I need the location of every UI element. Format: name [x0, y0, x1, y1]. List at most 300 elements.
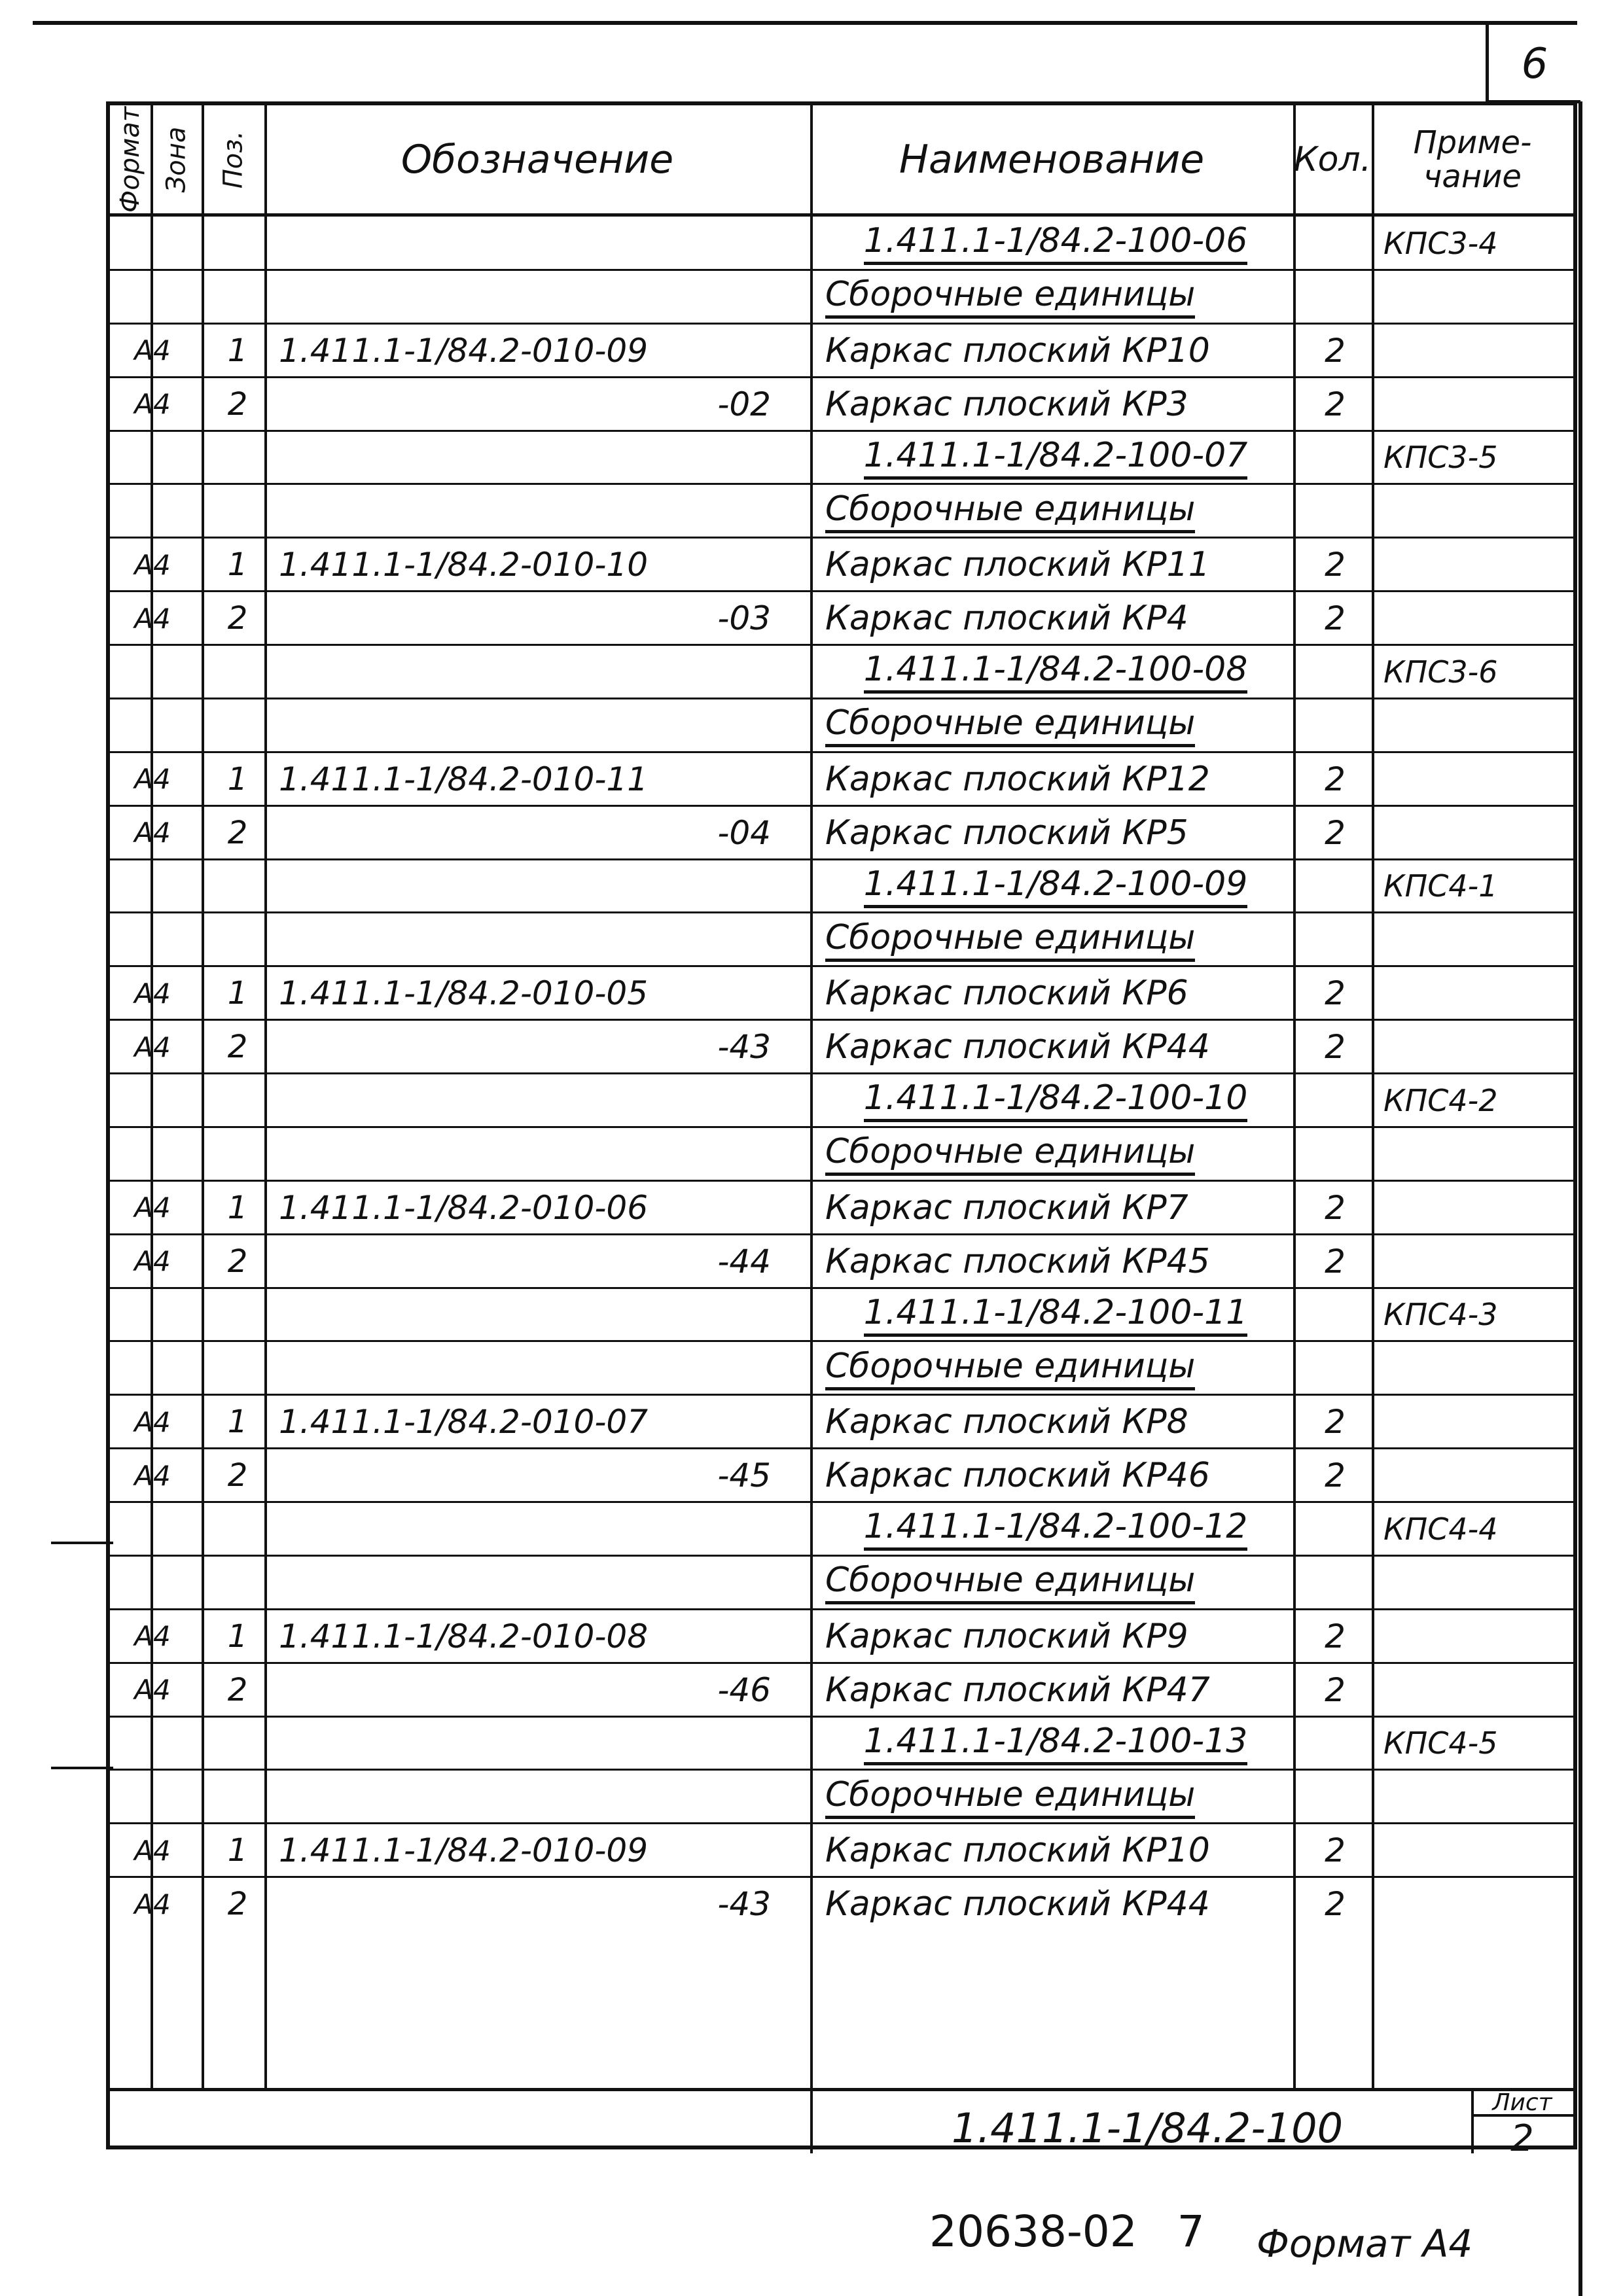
cell-designation-text: 1.411.1-1/84.2-010-09: [279, 1831, 649, 1870]
cell-quantity-text: 2: [1325, 1617, 1346, 1655]
cell-designation: [267, 1341, 843, 1395]
cell-position-text: 1: [227, 1832, 248, 1869]
cell-name: [813, 1341, 1298, 1395]
cell-quantity: [1296, 270, 1374, 324]
cell-name-text: Каркас плоский КР44: [825, 1884, 1210, 1924]
cell-position-text: 2: [227, 814, 248, 851]
cell-quantity-text: 2: [1325, 1885, 1346, 1924]
cell-note: [1374, 1877, 1577, 1931]
cell-note: [1374, 1181, 1577, 1235]
cell-format: [110, 806, 195, 860]
cell-designation: [267, 752, 843, 806]
cell-name: [813, 1717, 1298, 1771]
cell-designation: [267, 1502, 843, 1556]
header-name: Наименование: [899, 136, 1205, 183]
cell-quantity-text: 2: [1325, 813, 1346, 852]
cell-format: [110, 699, 195, 752]
cell-quantity: [1296, 645, 1374, 699]
cell-format-text: А4: [134, 1459, 171, 1492]
cell-note-text: КПС4-1: [1383, 868, 1498, 904]
cell-format: [110, 966, 195, 1020]
cell-format-text: А4: [134, 977, 171, 1010]
cell-position-text: 1: [227, 546, 248, 584]
cell-note: [1374, 860, 1577, 913]
cell-format-text: А4: [134, 334, 171, 367]
grid-line: [202, 105, 204, 2088]
cell-designation: [267, 1824, 843, 1877]
cell-position-text: 2: [227, 1457, 248, 1494]
cell-note: [1374, 1449, 1577, 1502]
cell-designation-text: 1.411.1-1/84.2-010-10: [279, 546, 649, 584]
cell-position: [208, 1877, 267, 1931]
cell-quantity: [1296, 1127, 1374, 1181]
cell-format-text: А4: [134, 1192, 171, 1224]
cell-position: [208, 538, 267, 592]
margin-tick-mark: [51, 1542, 113, 1544]
cell-format: [110, 1020, 195, 1074]
cell-format-text: А4: [134, 548, 171, 581]
cell-name: [813, 1824, 1298, 1877]
cell-quantity-text: 2: [1325, 331, 1346, 370]
cell-quantity-text: 2: [1325, 974, 1346, 1013]
cell-format: [110, 431, 195, 485]
cell-designation: [267, 1556, 843, 1610]
cell-name: [813, 913, 1298, 966]
cell-position-text: 1: [227, 1404, 248, 1441]
cell-quantity-text: 2: [1325, 385, 1346, 423]
cell-name: [813, 378, 1298, 431]
cell-name: [813, 217, 1298, 270]
cell-name: [813, 538, 1298, 592]
cell-quantity: [1296, 592, 1374, 645]
cell-designation-text: -04: [717, 813, 771, 852]
cell-format-text: А4: [134, 1620, 171, 1653]
cell-note-text: КПС4-2: [1383, 1082, 1498, 1118]
cell-name-text: Каркас плоский КР6: [825, 974, 1188, 1014]
cell-format: [110, 645, 195, 699]
cell-format: [110, 913, 195, 966]
cell-note: [1374, 1395, 1577, 1449]
cell-note-text: КПС3-5: [1383, 440, 1498, 476]
cell-format: [110, 1127, 195, 1181]
format-label: Формат А4: [1257, 2221, 1473, 2266]
cell-name-text: Каркас плоский КР10: [825, 330, 1210, 370]
cell-quantity-text: 2: [1325, 546, 1346, 584]
cell-position: [208, 1556, 267, 1610]
cell-name-text: 1.411.1-1/84.2-100-06: [864, 221, 1248, 265]
cell-name: [813, 324, 1298, 378]
cell-position: [208, 1610, 267, 1663]
sheet-label: Лист: [1492, 2089, 1552, 2116]
cell-name-text: Сборочные единицы: [825, 703, 1195, 747]
cell-note: [1374, 1663, 1577, 1717]
cell-designation-text: -43: [717, 1885, 771, 1924]
cell-quantity: [1296, 1502, 1374, 1556]
cell-position: [208, 860, 267, 913]
cell-designation: [267, 1020, 843, 1074]
cell-note: [1374, 484, 1577, 538]
cell-designation: [267, 1770, 843, 1824]
cell-name: [813, 1449, 1298, 1502]
cell-name: [813, 1181, 1298, 1235]
cell-note-text: КПС4-5: [1383, 1725, 1498, 1761]
cell-quantity: [1296, 1663, 1374, 1717]
cell-format-text: А4: [134, 1674, 171, 1706]
cell-designation-text: 1.411.1-1/84.2-010-09: [279, 331, 649, 370]
cell-name: [813, 1877, 1298, 1931]
cell-position-text: 1: [227, 332, 248, 369]
cell-format: [110, 217, 195, 270]
cell-note: [1374, 217, 1577, 270]
header-designation: Обозначение: [401, 136, 674, 183]
cell-format: [110, 1770, 195, 1824]
cell-position: [208, 1288, 267, 1342]
cell-format: [110, 1341, 195, 1395]
cell-note: [1374, 378, 1577, 431]
cell-quantity: [1296, 1235, 1374, 1288]
cell-position: [208, 806, 267, 860]
cell-quantity: [1296, 217, 1374, 270]
cell-name: [813, 645, 1298, 699]
header-format: Формат: [115, 106, 146, 213]
cell-quantity: [1296, 1341, 1374, 1395]
cell-format: [110, 1877, 195, 1931]
cell-designation: [267, 645, 843, 699]
cell-note-text: КПС3-4: [1383, 225, 1498, 261]
cell-format: [110, 1556, 195, 1610]
cell-position-text: 2: [227, 1029, 248, 1066]
cell-designation: [267, 217, 843, 270]
cell-format-text: А4: [134, 1834, 171, 1867]
cell-position: [208, 378, 267, 431]
cell-designation: [267, 1127, 843, 1181]
cell-designation-text: -45: [717, 1457, 771, 1495]
cell-name-text: Каркас плоский КР47: [825, 1670, 1210, 1710]
cell-designation: [267, 1074, 843, 1127]
cell-name: [813, 1127, 1298, 1181]
cell-designation: [267, 1288, 843, 1342]
cell-name: [813, 1502, 1298, 1556]
cell-position: [208, 1074, 267, 1127]
cell-designation: [267, 1663, 843, 1717]
cell-designation: [267, 484, 843, 538]
cell-name: [813, 1770, 1298, 1824]
cell-format-text: А4: [134, 1245, 171, 1278]
cell-name-text: Сборочные единицы: [825, 918, 1195, 962]
cell-name: [813, 1020, 1298, 1074]
cell-quantity: [1296, 431, 1374, 485]
cell-format: [110, 538, 195, 592]
cell-name-text: Сборочные единицы: [825, 1347, 1195, 1390]
cell-quantity: [1296, 913, 1374, 966]
cell-format: [110, 270, 195, 324]
archive-code: [929, 2206, 1205, 2257]
cell-designation-text: 1.411.1-1/84.2-010-11: [279, 760, 649, 798]
cell-note: [1374, 1341, 1577, 1395]
cell-note: [1374, 645, 1577, 699]
right-border-rule: [1578, 101, 1582, 2296]
cell-designation: [267, 1449, 843, 1502]
cell-designation: [267, 270, 843, 324]
cell-quantity: [1296, 806, 1374, 860]
cell-name: [813, 966, 1298, 1020]
cell-note: [1374, 1770, 1577, 1824]
top-border-rule: [33, 21, 1577, 25]
cell-note: [1374, 538, 1577, 592]
cell-position-text: 1: [227, 1617, 248, 1655]
cell-quantity: [1296, 1181, 1374, 1235]
cell-designation: [267, 1395, 843, 1449]
cell-designation-text: 1.411.1-1/84.2-010-06: [279, 1188, 649, 1227]
cell-format-text: А4: [134, 602, 171, 635]
cell-quantity-text: 2: [1325, 760, 1346, 798]
cell-format: [110, 378, 195, 431]
cell-name-text: 1.411.1-1/84.2-100-13: [864, 1722, 1248, 1765]
cell-position: [208, 1235, 267, 1288]
cell-quantity: [1296, 378, 1374, 431]
cell-format: [110, 1074, 195, 1127]
cell-quantity: [1296, 966, 1374, 1020]
cell-format-text: А4: [134, 1031, 171, 1063]
cell-designation: [267, 1610, 843, 1663]
cell-name-text: 1.411.1-1/84.2-100-07: [864, 436, 1248, 480]
cell-name: [813, 1395, 1298, 1449]
cell-position: [208, 324, 267, 378]
cell-position: [208, 752, 267, 806]
cell-quantity-text: 2: [1325, 1242, 1346, 1280]
cell-format-text: А4: [134, 1405, 171, 1438]
cell-note: [1374, 1556, 1577, 1610]
cell-position-text: 1: [227, 975, 248, 1012]
cell-format-text: А4: [134, 388, 171, 421]
cell-format: [110, 1610, 195, 1663]
cell-note: [1374, 270, 1577, 324]
cell-format-text: А4: [134, 763, 171, 796]
cell-name-text: Сборочные единицы: [825, 1561, 1195, 1604]
cell-position-text: 2: [227, 1243, 248, 1280]
cell-name: [813, 1235, 1298, 1288]
cell-name-text: 1.411.1-1/84.2-100-12: [864, 1507, 1248, 1551]
cell-position: [208, 1770, 267, 1824]
cell-position-text: 2: [227, 385, 248, 423]
page-number: 6: [1521, 40, 1548, 88]
cell-name-text: Каркас плоский КР5: [825, 813, 1188, 853]
cell-note: [1374, 592, 1577, 645]
cell-format: [110, 1824, 195, 1877]
cell-name-text: 1.411.1-1/84.2-100-11: [864, 1293, 1248, 1337]
cell-name-text: 1.411.1-1/84.2-100-08: [864, 650, 1248, 694]
cell-name: [813, 484, 1298, 538]
cell-note: [1374, 1127, 1577, 1181]
cell-quantity-text: 2: [1325, 1670, 1346, 1709]
cell-quantity: [1296, 324, 1374, 378]
cell-quantity: [1296, 1610, 1374, 1663]
cell-note: [1374, 1288, 1577, 1342]
cell-name-text: Каркас плоский КР11: [825, 545, 1210, 585]
cell-name-text: Каркас плоский КР7: [825, 1188, 1188, 1227]
cell-designation: [267, 592, 843, 645]
cell-name-text: Каркас плоский КР46: [825, 1456, 1210, 1496]
cell-format-text: А4: [134, 817, 171, 849]
title-block-separator: [110, 2088, 1573, 2091]
cell-position: [208, 913, 267, 966]
cell-note: [1374, 1235, 1577, 1288]
cell-note-text: КПС4-4: [1383, 1511, 1498, 1547]
cell-format: [110, 1235, 195, 1288]
header-note: Приме- чание: [1413, 124, 1532, 195]
cell-designation: [267, 538, 843, 592]
cell-position-text: 2: [227, 1671, 248, 1708]
cell-position: [208, 1502, 267, 1556]
cell-position: [208, 699, 267, 752]
cell-position: [208, 1341, 267, 1395]
cell-quantity-text: 2: [1325, 1457, 1346, 1495]
cell-name: [813, 1610, 1298, 1663]
cell-quantity: [1296, 1020, 1374, 1074]
cell-designation: [267, 324, 843, 378]
cell-name-text: Сборочные единицы: [825, 1132, 1195, 1176]
cell-quantity: [1296, 1877, 1374, 1931]
document-code: 1.411.1-1/84.2-100: [951, 2104, 1344, 2152]
cell-position: [208, 217, 267, 270]
cell-position-text: 2: [227, 1886, 248, 1923]
cell-quantity-text: 2: [1325, 1403, 1346, 1441]
cell-designation: [267, 913, 843, 966]
cell-position: [208, 1663, 267, 1717]
cell-position: [208, 484, 267, 538]
cell-note: [1374, 1020, 1577, 1074]
header-zone: Зона: [161, 126, 191, 192]
cell-name: [813, 1288, 1298, 1342]
archive-code-text: 20638-02: [929, 2206, 1137, 2257]
archive-mark: 7: [1177, 2206, 1205, 2257]
cell-designation-text: -46: [717, 1670, 771, 1709]
cell-format: [110, 860, 195, 913]
cell-quantity: [1296, 1288, 1374, 1342]
cell-format: [110, 1502, 195, 1556]
cell-designation-text: 1.411.1-1/84.2-010-08: [279, 1617, 649, 1655]
cell-name-text: Каркас плоский КР45: [825, 1241, 1210, 1281]
cell-name-text: 1.411.1-1/84.2-100-09: [864, 864, 1248, 908]
cell-position: [208, 270, 267, 324]
cell-name-text: Каркас плоский КР12: [825, 759, 1210, 799]
cell-designation: [267, 806, 843, 860]
cell-quantity: [1296, 1824, 1374, 1877]
cell-name-text: 1.411.1-1/84.2-100-10: [864, 1078, 1248, 1122]
cell-name-text: Каркас плоский КР3: [825, 384, 1188, 424]
cell-designation: [267, 431, 843, 485]
cell-designation-text: -03: [717, 599, 771, 638]
cell-designation-text: 1.411.1-1/84.2-010-07: [279, 1403, 649, 1441]
cell-note: [1374, 699, 1577, 752]
cell-designation: [267, 699, 843, 752]
cell-name-text: Сборочные единицы: [825, 1775, 1195, 1819]
cell-quantity: [1296, 1556, 1374, 1610]
cell-name-text: Сборочные единицы: [825, 489, 1195, 533]
cell-quantity: [1296, 1449, 1374, 1502]
cell-quantity-text: 2: [1325, 599, 1346, 638]
cell-designation: [267, 378, 843, 431]
cell-quantity: [1296, 1074, 1374, 1127]
cell-note: [1374, 1074, 1577, 1127]
cell-name-text: Каркас плоский КР8: [825, 1402, 1188, 1442]
cell-name: [813, 752, 1298, 806]
sheet-number: 2: [1510, 2117, 1534, 2160]
cell-format: [110, 752, 195, 806]
cell-format: [110, 1663, 195, 1717]
cell-position: [208, 966, 267, 1020]
cell-name-text: Сборочные единицы: [825, 275, 1195, 319]
cell-name: [813, 1663, 1298, 1717]
cell-position-text: 2: [227, 600, 248, 637]
cell-position: [208, 1717, 267, 1771]
cell-quantity: [1296, 1770, 1374, 1824]
cell-designation: [267, 860, 843, 913]
cell-note: [1374, 806, 1577, 860]
cell-designation: [267, 1181, 843, 1235]
cell-format: [110, 324, 195, 378]
cell-note: [1374, 966, 1577, 1020]
cell-note: [1374, 324, 1577, 378]
cell-format: [110, 484, 195, 538]
header-quantity: Кол.: [1293, 139, 1372, 179]
cell-quantity: [1296, 1717, 1374, 1771]
cell-designation: [267, 966, 843, 1020]
cell-quantity: [1296, 538, 1374, 592]
cell-position: [208, 645, 267, 699]
cell-quantity-text: 2: [1325, 1831, 1346, 1870]
cell-position: [208, 1020, 267, 1074]
cell-designation-text: 1.411.1-1/84.2-010-05: [279, 974, 649, 1013]
header-position: Поз.: [217, 130, 248, 188]
cell-quantity: [1296, 699, 1374, 752]
cell-quantity: [1296, 484, 1374, 538]
cell-name: [813, 860, 1298, 913]
specification-table: [106, 101, 1577, 2160]
cell-position: [208, 1449, 267, 1502]
cell-position-text: 1: [227, 760, 248, 798]
cell-format: [110, 1181, 195, 1235]
cell-name-text: Каркас плоский КР4: [825, 599, 1188, 639]
cell-note: [1374, 1610, 1577, 1663]
cell-name: [813, 1074, 1298, 1127]
cell-quantity: [1296, 1395, 1374, 1449]
cell-quantity: [1296, 752, 1374, 806]
cell-note-text: КПС3-6: [1383, 654, 1498, 690]
cell-designation: [267, 1235, 843, 1288]
cell-designation-text: -44: [717, 1242, 771, 1280]
cell-name: [813, 431, 1298, 485]
cell-format: [110, 592, 195, 645]
cell-designation-text: -43: [717, 1028, 771, 1067]
cell-designation: [267, 1877, 843, 1931]
cell-name: [813, 699, 1298, 752]
cell-position: [208, 1824, 267, 1877]
cell-name-text: Каркас плоский КР9: [825, 1616, 1188, 1656]
cell-name: [813, 592, 1298, 645]
cell-quantity: [1296, 860, 1374, 913]
cell-quantity-text: 2: [1325, 1188, 1346, 1227]
cell-name: [813, 1556, 1298, 1610]
margin-tick-mark: [51, 1767, 113, 1769]
cell-name: [813, 270, 1298, 324]
cell-note: [1374, 1717, 1577, 1771]
cell-name-text: Каркас плоский КР44: [825, 1027, 1210, 1067]
cell-format: [110, 1395, 195, 1449]
cell-format: [110, 1449, 195, 1502]
cell-position: [208, 1127, 267, 1181]
cell-format: [110, 1717, 195, 1771]
